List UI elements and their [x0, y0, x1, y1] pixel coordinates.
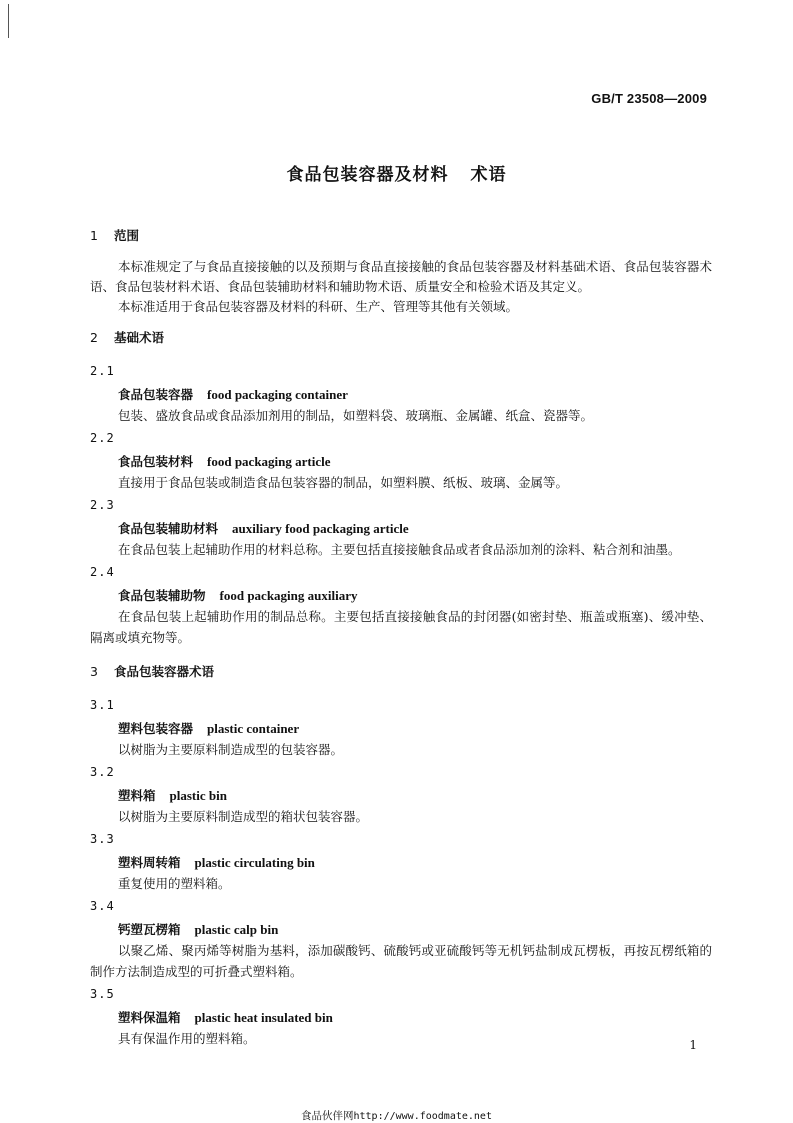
title-main: 食品包装容器及材料	[286, 165, 449, 185]
term-definition: 在食品包装上起辅助作用的制品总称。主要包括直接接触食品的封闭器(如密封垫、瓶盖或瓶塞)、缓冲垫、隔离或填充物等。	[90, 609, 712, 645]
term-en: food packaging article	[207, 454, 331, 469]
term-entry	[90, 829, 712, 894]
term-number: 3.5	[90, 987, 115, 1001]
term-zh: 食品包装辅助物	[118, 588, 206, 603]
term-definition: 以聚乙烯、聚丙烯等树脂为基料，添加碳酸钙、硫酸钙或亚硫酸钙等无机钙盐制成瓦楞板，再按瓦楞纸箱的制作方法制造成型的可折叠式塑料箱。	[90, 943, 712, 979]
term-entry	[90, 896, 712, 982]
term-name	[90, 585, 712, 606]
term-en: auxiliary food packaging article	[232, 521, 409, 536]
term-zh: 食品包装容器	[118, 387, 194, 402]
standard-code: GB/T 23508—2009	[591, 91, 707, 106]
term-zh: 钙塑瓦楞箱	[118, 922, 181, 937]
term-definition: 以树脂为主要原料制造成型的包装容器。	[118, 742, 344, 757]
term-number: 2.4	[90, 565, 115, 579]
term-en: plastic heat insulated bin	[194, 1010, 333, 1025]
term-name	[90, 852, 712, 873]
term-definition: 在食品包装上起辅助作用的材料总称。主要包括直接接触食品或者食品添加剂的涂料、粘合剂和油墨。	[118, 542, 681, 557]
term-zh: 塑料周转箱	[118, 855, 181, 870]
term-zh: 食品包装辅助材料	[118, 521, 219, 536]
section-heading-1	[90, 226, 712, 246]
term-entry	[90, 762, 712, 827]
document-title	[0, 160, 793, 185]
term-zh: 塑料保温箱	[118, 1010, 181, 1025]
term-entry	[90, 428, 712, 493]
section-title: 基础术语	[114, 330, 165, 345]
term-en: food packaging container	[207, 387, 348, 402]
term-entry	[90, 361, 712, 426]
term-name	[90, 384, 712, 405]
scope-paragraphs	[90, 257, 712, 317]
term-number: 2.2	[90, 431, 115, 445]
footer-url[interactable]: http://www.foodmate.net	[353, 1111, 492, 1122]
term-entry	[90, 562, 712, 648]
term-en: plastic calp bin	[194, 922, 279, 937]
term-zh: 塑料箱	[118, 788, 156, 803]
term-number: 3.4	[90, 899, 115, 913]
term-zh: 塑料包装容器	[118, 721, 194, 736]
term-definition: 重复使用的塑料箱。	[118, 876, 231, 891]
term-en: plastic container	[207, 721, 300, 736]
term-number: 3.2	[90, 765, 115, 779]
term-zh: 食品包装材料	[118, 454, 194, 469]
footer-site-name: 食品伙伴网	[301, 1110, 354, 1122]
title-sub: 术语	[470, 165, 507, 185]
section-number: 3	[90, 664, 98, 679]
term-definition: 包装、盛放食品或食品添加剂用的制品，如塑料袋、玻璃瓶、金属罐、纸盒、瓷器等。	[118, 408, 594, 423]
term-entry	[90, 695, 712, 760]
page-footer	[0, 1108, 793, 1123]
term-definition: 具有保温作用的塑料箱。	[118, 1031, 256, 1046]
term-en: plastic bin	[169, 788, 227, 803]
term-name	[90, 451, 712, 472]
term-name	[90, 718, 712, 739]
section-heading-2	[90, 328, 712, 348]
section-number: 1	[90, 228, 98, 243]
term-entry	[90, 495, 712, 560]
term-number: 3.1	[90, 698, 115, 712]
term-name	[90, 1007, 712, 1028]
term-number: 2.3	[90, 498, 115, 512]
term-en: food packaging auxiliary	[219, 588, 358, 603]
term-definition: 以树脂为主要原料制造成型的箱状包装容器。	[118, 809, 369, 824]
term-number: 3.3	[90, 832, 115, 846]
term-name	[90, 919, 712, 940]
section-title: 食品包装容器术语	[114, 664, 215, 679]
document-body	[90, 226, 712, 1051]
term-name	[90, 518, 712, 539]
scan-edge-mark	[8, 4, 9, 38]
term-name	[90, 785, 712, 806]
section-heading-3	[90, 662, 712, 682]
paragraph: 本标准规定了与食品直接接触的以及预期与食品直接接触的食品包装容器及材料基础术语、食品包装容器术语、食品包装材料术语、食品包装辅助材料和辅助物术语、质量安全和检验术语及其定义。	[90, 259, 712, 294]
section-number: 2	[90, 330, 98, 345]
term-definition: 直接用于食品包装或制造食品包装容器的制品，如塑料膜、纸板、玻璃、金属等。	[118, 475, 569, 490]
section-title: 范围	[114, 228, 140, 243]
term-entry	[90, 984, 712, 1049]
page-number: 1	[689, 1038, 697, 1052]
paragraph: 本标准适用于食品包装容器及材料的科研、生产、管理等其他有关领域。	[118, 299, 519, 314]
term-en: plastic circulating bin	[194, 855, 315, 870]
term-number: 2.1	[90, 364, 115, 378]
